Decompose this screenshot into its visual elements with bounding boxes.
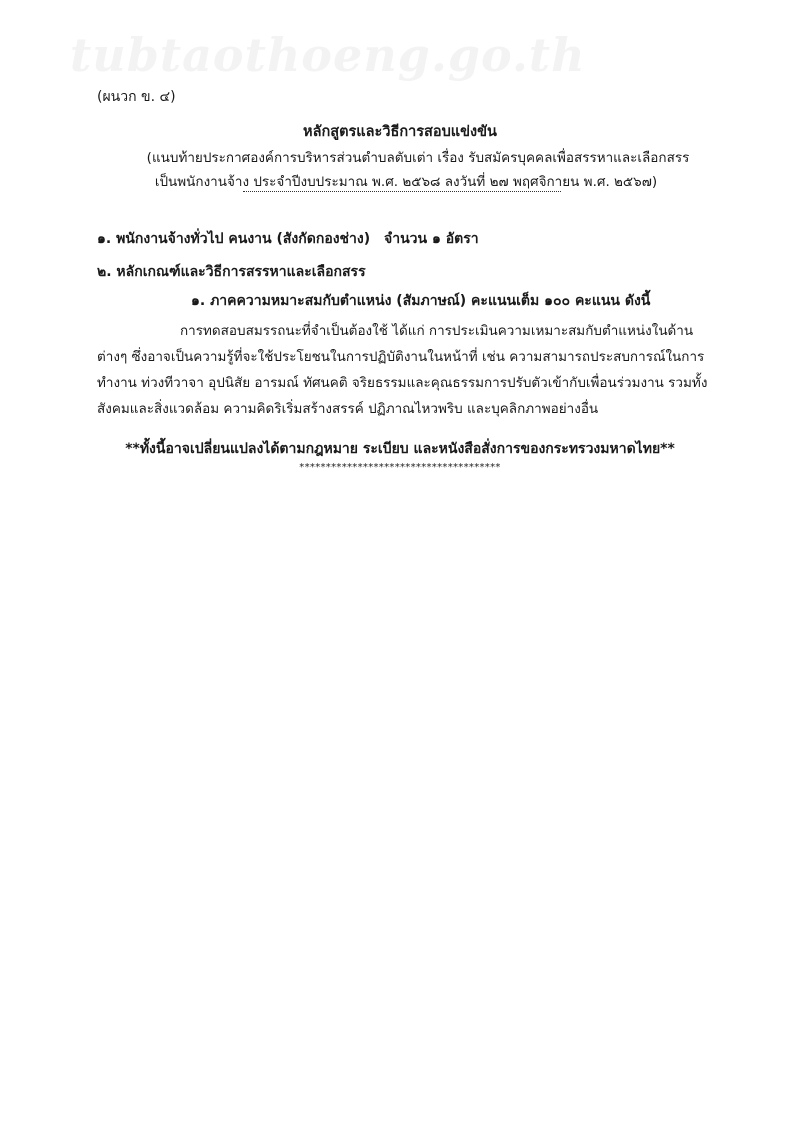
subtitle-line-2: เป็นพนักงานจ้าง ประจำปีงบประมาณ พ.ศ. ๒๕๖๘ ลงวันที่ ๒๗ พฤศจิกายน พ.ศ. ๒๕๖๗) xyxy=(154,174,658,190)
subsection-heading: ๑. ภาคความหมาะสมกับตำแหน่ง (สัมภาษณ์) คะแนนเต็ม ๑๐๐ คะแนน ดังนี้ xyxy=(191,293,651,309)
section-1-count: จำนวน ๑ อัตรา xyxy=(384,231,479,247)
annex-label: (ผนวก ข. ๔) xyxy=(97,89,176,105)
paragraph-line-2: ต่างๆ ซึ่งอาจเป็นความรู้ที่จะใช้ประโยชนในการปฏิบัติงานในหน้าที่ เช่น ความสามารถประสบการณ์ในการ xyxy=(97,349,705,365)
section-1-heading: ๑. พนักงานจ้างทั่วไป คนงาน (สังกัดกองช่าง) xyxy=(97,231,371,247)
dotted-divider xyxy=(243,191,561,192)
legal-note: **ทั้งนี้อาจเปลี่ยนแปลงได้ตามกฎหมาย ระเบียบ และหนังสือสั่งการของกระทรวงมหาดไทย** xyxy=(125,441,675,457)
document-title: หลักสูตรและวิธีการสอบแข่งขัน xyxy=(303,124,497,140)
paragraph-line-3: ทำงาน ท่วงทีวาจา อุปนิสัย อารมณ์ ทัศนคติ จริยธรรมและคุณธรรมการปรับตัวเข้ากับเพื่อนร่วมงาน รวมทั้ง xyxy=(97,375,708,391)
subtitle-line-1: (แนบท้ายประกาศองค์การบริหารส่วนตำบลตับเต่า เรื่อง รับสมัครบุคคลเพื่อสรรหาและเลือกสรร xyxy=(146,150,690,166)
paragraph-line-4: สังคมและสิ่งแวดล้อม ความคิดริเริ่มสร้างสรรค์ ปฏิภาณไหวพริบ และบุคลิกภาพอย่างอื่น xyxy=(97,401,599,417)
paragraph-line-1: การทดสอบสมรรถนะที่จำเป็นต้องใช้ ได้แก่ การประเมินความเหมาะสมกับตำแหน่งในด้าน xyxy=(180,323,694,339)
section-2-heading: ๒. หลักเกณฑ์และวิธีการสรรหาและเลือกสรร xyxy=(97,264,366,280)
closing-stars: ************************************** xyxy=(299,462,501,473)
watermark: tubtaothoeng.go.th xyxy=(70,28,586,82)
